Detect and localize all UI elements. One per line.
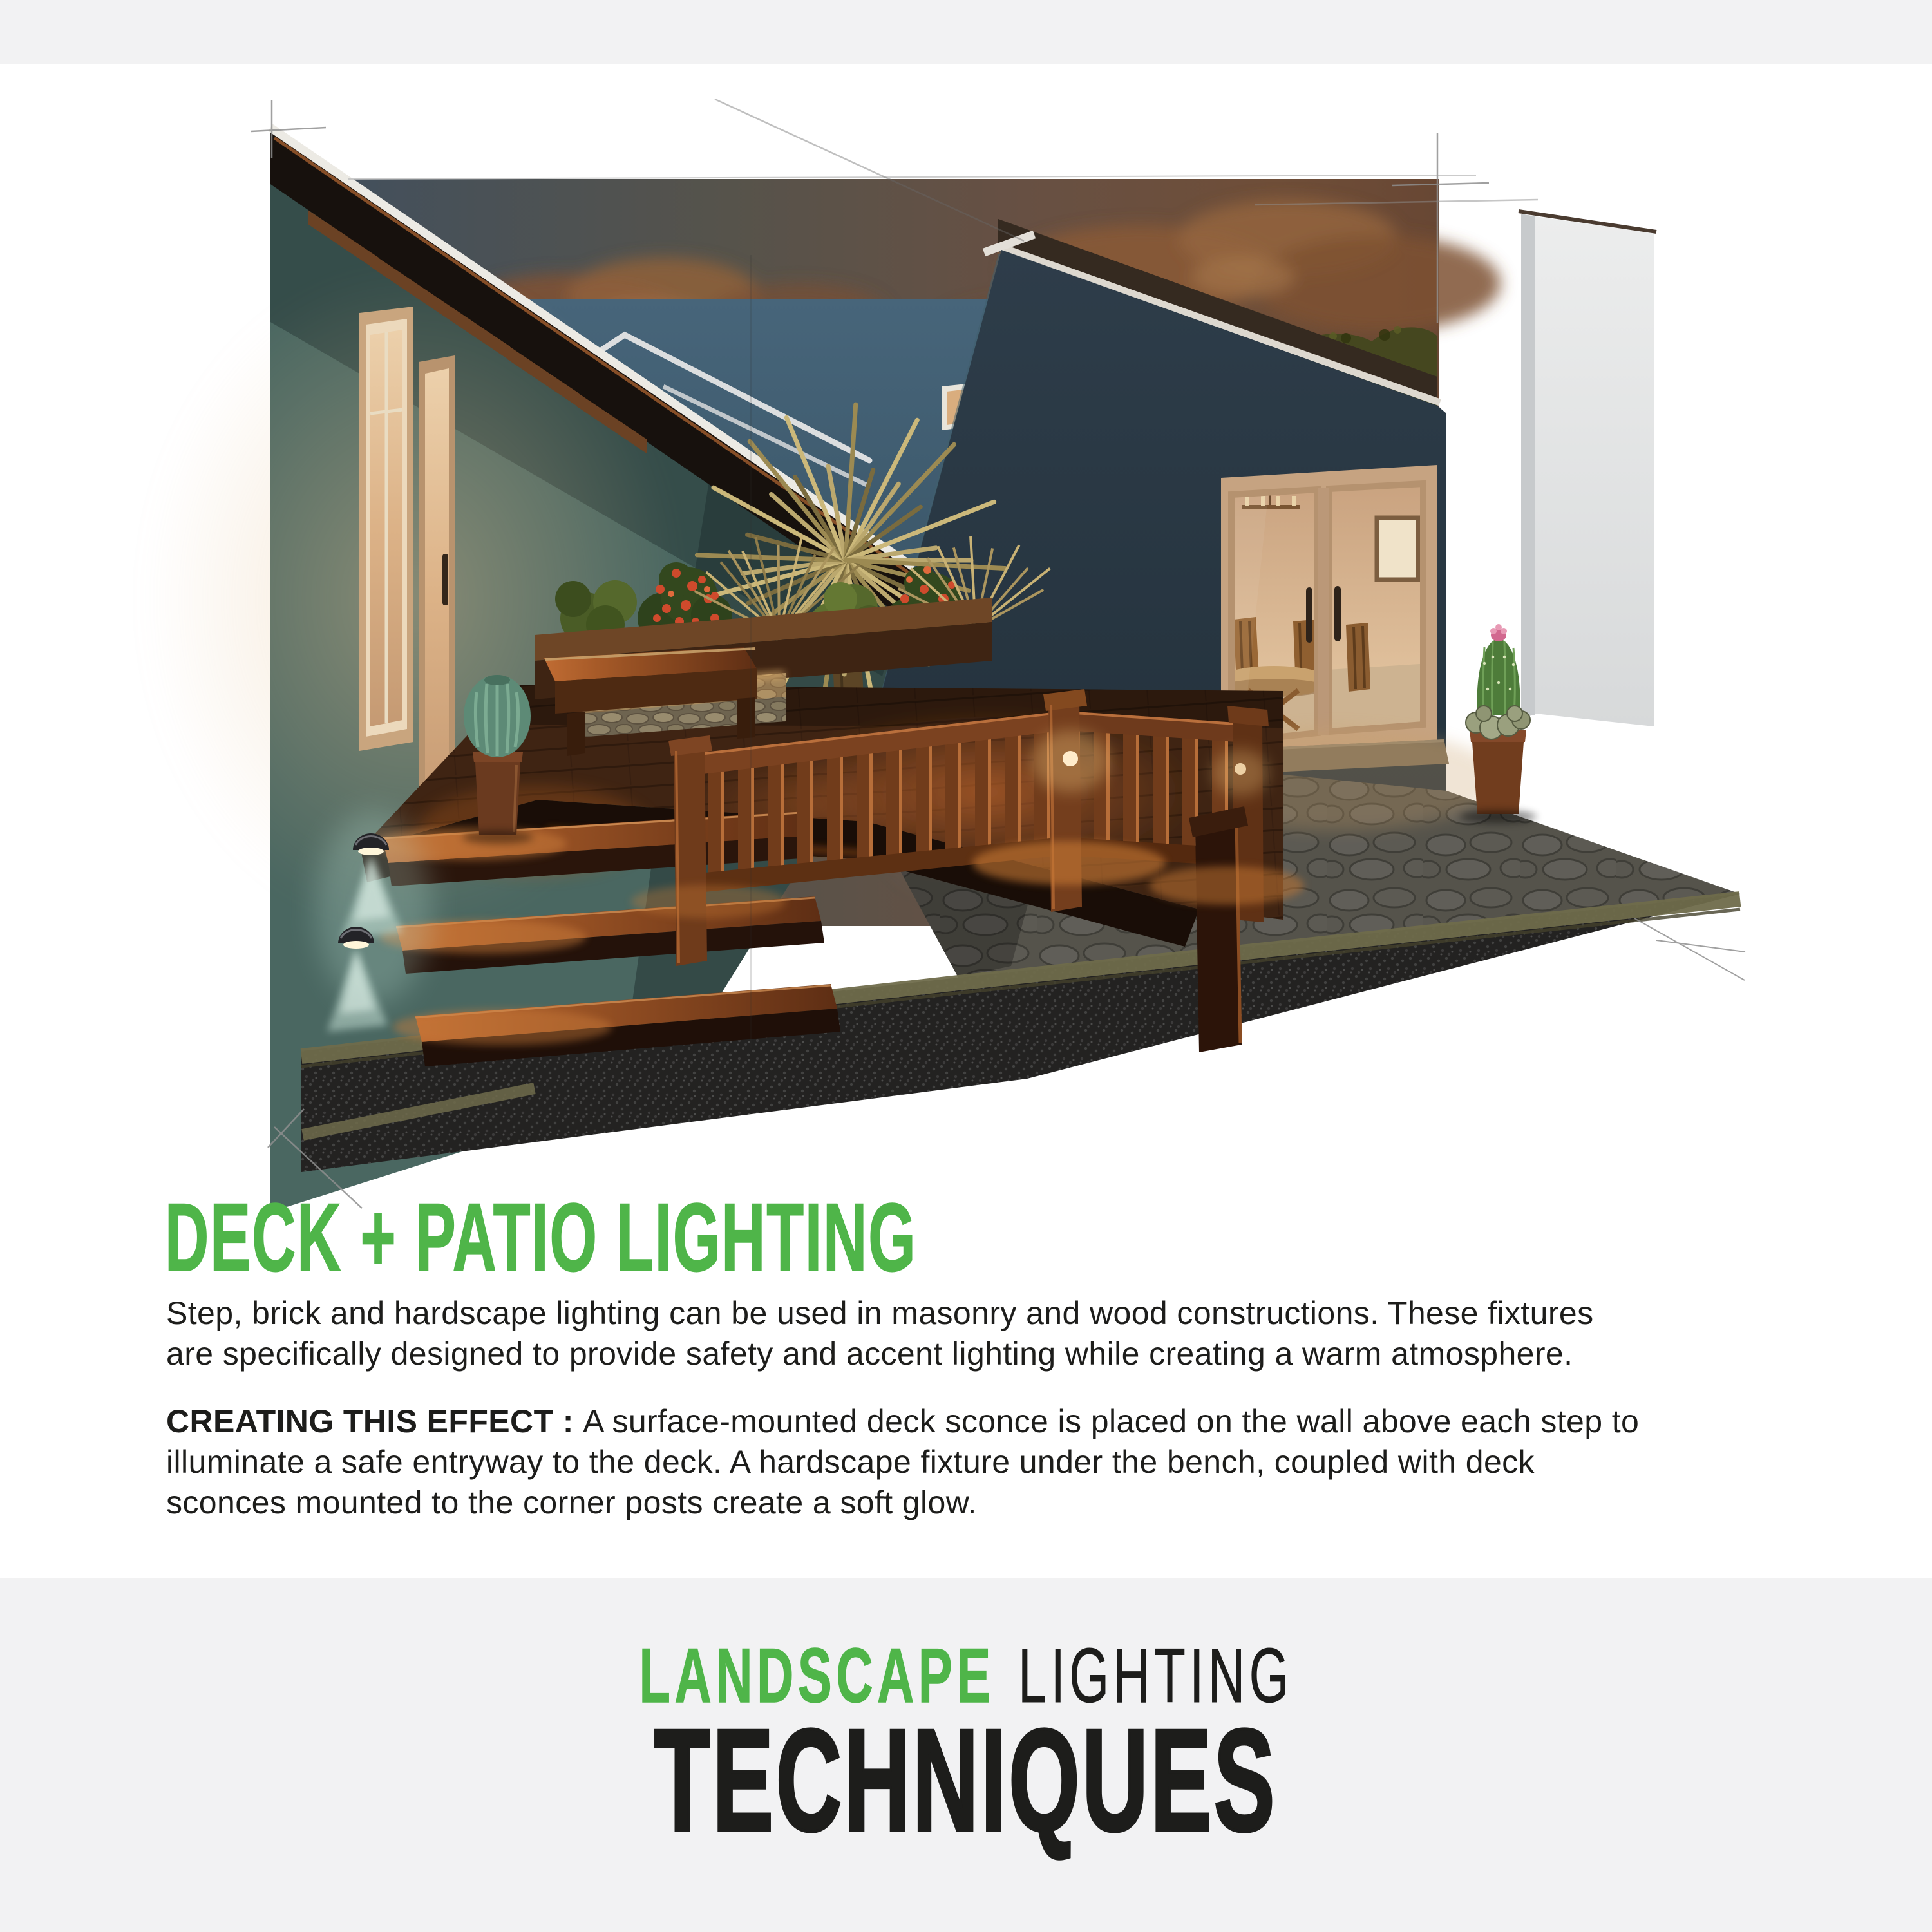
deck-patio-rendering <box>264 109 1745 1179</box>
page-title: DECK + PATIO LIGHTING <box>165 1183 917 1291</box>
effect-label: CREATING THIS EFFECT : <box>166 1403 574 1439</box>
door-handle <box>442 554 448 605</box>
door-handle <box>1334 586 1341 641</box>
intro-line: Step, brick and hardscape lighting can be used in masonry and wood constructions. These fixtures <box>166 1295 1594 1331</box>
side-return-wall <box>1519 211 1656 726</box>
effect-paragraph <box>166 1401 1639 1523</box>
corner-post <box>1195 820 1242 1052</box>
left-window <box>359 307 413 751</box>
brand-title: TECHNIQUES <box>654 1699 1278 1861</box>
picture-frame <box>1377 518 1418 580</box>
effect-line: sconces mounted to the corner posts create a soft glow. <box>166 1484 977 1520</box>
effect-line: illuminate a safe entryway to the deck. A hardscape fixture under the bench, coupled with deck <box>166 1444 1535 1480</box>
brand-word-lighting: LIGHTING <box>1018 1633 1293 1719</box>
door-handle <box>1306 587 1312 643</box>
top-margin-band <box>0 0 1932 64</box>
effect-line: CREATING THIS EFFECT : A surface-mounted deck sconce is placed on the wall above each step to <box>166 1403 1640 1439</box>
intro-paragraph <box>166 1293 1594 1374</box>
intro-line: are specifically designed to provide safety and accent lighting while creating a warm atmosphere. <box>166 1336 1573 1372</box>
brand-word-landscape: LANDSCAPE <box>639 1633 995 1719</box>
